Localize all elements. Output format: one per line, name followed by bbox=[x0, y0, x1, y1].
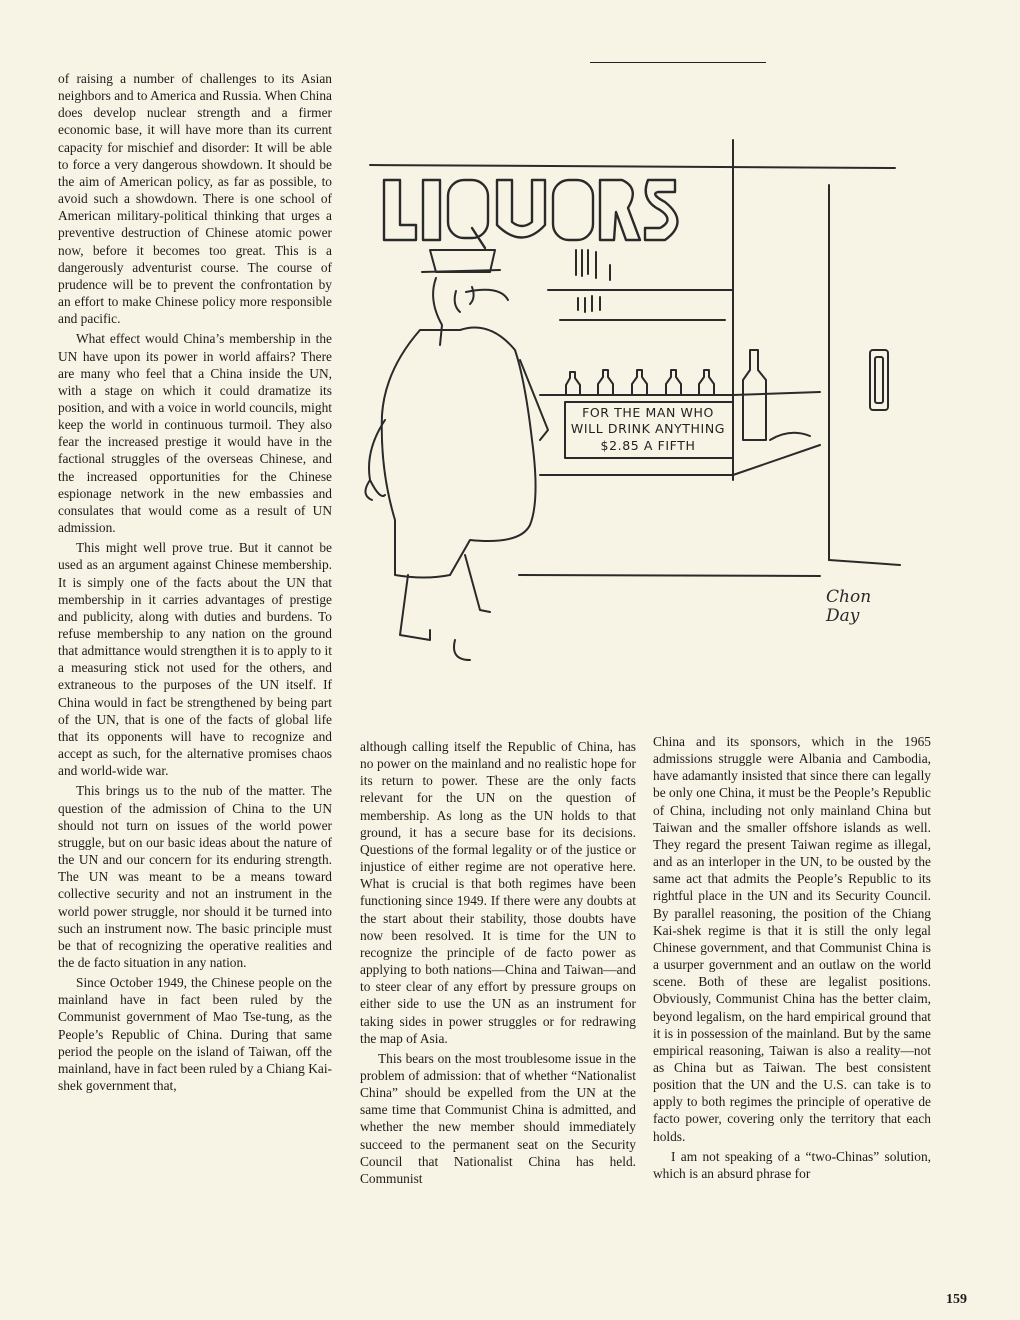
price-card-price: $2.85 A FIFTH bbox=[600, 438, 696, 453]
paragraph: This might well prove true. But it cannot be used as an argument against Chinese membership. It is simply one of the facts about the UN that membership in it carries advantages of prestige and publicity, along with duties and burdens. To refuse membership to any nation on the ground that admittance would strengthen it is to apply to it a measuring stick not used for the others, and extraneous to the purposes of the UN itself. If China would in fact be strengthened by being part of the UN, that is one of the facts of global life that its opponents will have to recognize and accept as such, for the alternative promises chaos and world-wide war. bbox=[58, 540, 332, 779]
paragraph: I am not speaking of a “two-Chinas” solution, which is an absurd phrase for bbox=[653, 1148, 931, 1181]
page-number: 159 bbox=[946, 1292, 967, 1307]
top-rule bbox=[590, 62, 766, 63]
paragraph: although calling itself the Republic of China, has no power on the mainland and no realistic hope for its return to power. These are the only facts relevant for the UN on the question of membership. As long as the UN holds to that ground, it has a secure base for its decisions. Questions of the formal legality or of the justice or injustice of either regime are not operative here. What is crucial is that both regimes have been functioning since 1949. If there were any doubts at the start about their stability, those doubts have now been resolved. It is time for the UN to recognize the principle of de facto power as applying to both nations—China and Taiwan—and to steer clear of any effort by pressure groups on either side to use the UN as an instrument for taking sides in power struggles or for redrawing the map of Asia. bbox=[360, 739, 636, 1046]
paragraph: Since October 1949, the Chinese people on the mainland have in fact been ruled by the Communist government of Mao Tse-tung, as the People’s Republic of China. During that same period the people on the island of Taiwan, off the mainland, have in fact been ruled by a Chiang Kai-shek government that, bbox=[58, 975, 332, 1094]
paragraph: What effect would China’s membership in the UN have upon its power in world affairs? There are many who feel that a China inside the UN, with a stage on which it could dramatize its position, and with a voice in world councils, might keep the world in continuous turmoil. They also fear the increased prestige it would have in the factional struggles of the overseas Chinese, and the increased opportunities for the Chinese espionage network in the new embassies and consulates that would come as a result of UN admission. bbox=[58, 331, 332, 536]
article-column-3 bbox=[653, 733, 931, 1182]
cartoon-signature: Chon Day bbox=[826, 587, 872, 626]
paragraph: This bears on the most troublesome issue in the problem of admission: that of whether “Nationalist China” should be expelled from the UN at the same time that Communist China is admitted, and whether the new member should immediately succeed to the permanent seat on the Security Council that Nationalist China has held. Communist bbox=[360, 1050, 636, 1186]
price-card-line1: FOR THE MAN WHO bbox=[582, 405, 714, 420]
article-column-2 bbox=[360, 738, 636, 1187]
price-card-line2: WILL DRINK ANYTHING bbox=[570, 421, 726, 436]
paragraph: of raising a number of challenges to its Asian neighbors and to America and Russia. When China does develop nuclear strength and a firmer economic base, it will have more than its current capacity for mischief and disorder: It will be able to force a very dangerous showdown. It should be the aim of American policy, as far as possible, to avoid such a showdown. There is one school of American military-political thinking that urges a preventive destruction of Chinese atomic power now, before it becomes too great. This is a dangerously adventurist course. The course of prudence will be to prevent the confrontation by an effort to make Chinese policy more responsible and pacific. bbox=[58, 71, 332, 327]
paragraph: This brings us to the nub of the matter. The question of the admission of China to the UN should not turn on issues of the world power struggle, but on our basic ideas about the nature of the UN and our concern for its enduring strength. The UN was meant to be a means toward collective security and not an instrument in the world power struggle, nor should it be turned into such an instrument now. The basic principle must be that of recognizing the operative realities and the de facto situation in any nation. bbox=[58, 783, 332, 970]
paragraph: China and its sponsors, which in the 1965 admissions struggle were Albania and Cambodia, have adamantly insisted that since there can legally be only one China, it must be the People’s Republic of China, including not only mainland China but Taiwan and the smaller offshore islands as well. They regard the present Taiwan regime as illegal, and as an interloper in the UN, to be ousted by the same act that admits the People’s Republic to its rightful place in the UN and its Security Council. By parallel reasoning, the position of the Chiang Kai-shek regime is that it is still the only legal Chinese government, and that Communist China is a usurper government and an outlaw on the world scene. Both of these are legalist positions. Obviously, Communist China has the better claim, beyond legalism, on the hard empirical ground that it is in possession of the mainland. But by the same empirical reasoning, Taiwan is also a reality—not as China but as Taiwan. The best consistent position that the UN and the U.S. can take is to apply to both regimes the principle of operative de facto power, covering only the territory that each holds. bbox=[653, 734, 931, 1144]
article-column-1 bbox=[58, 70, 332, 1094]
